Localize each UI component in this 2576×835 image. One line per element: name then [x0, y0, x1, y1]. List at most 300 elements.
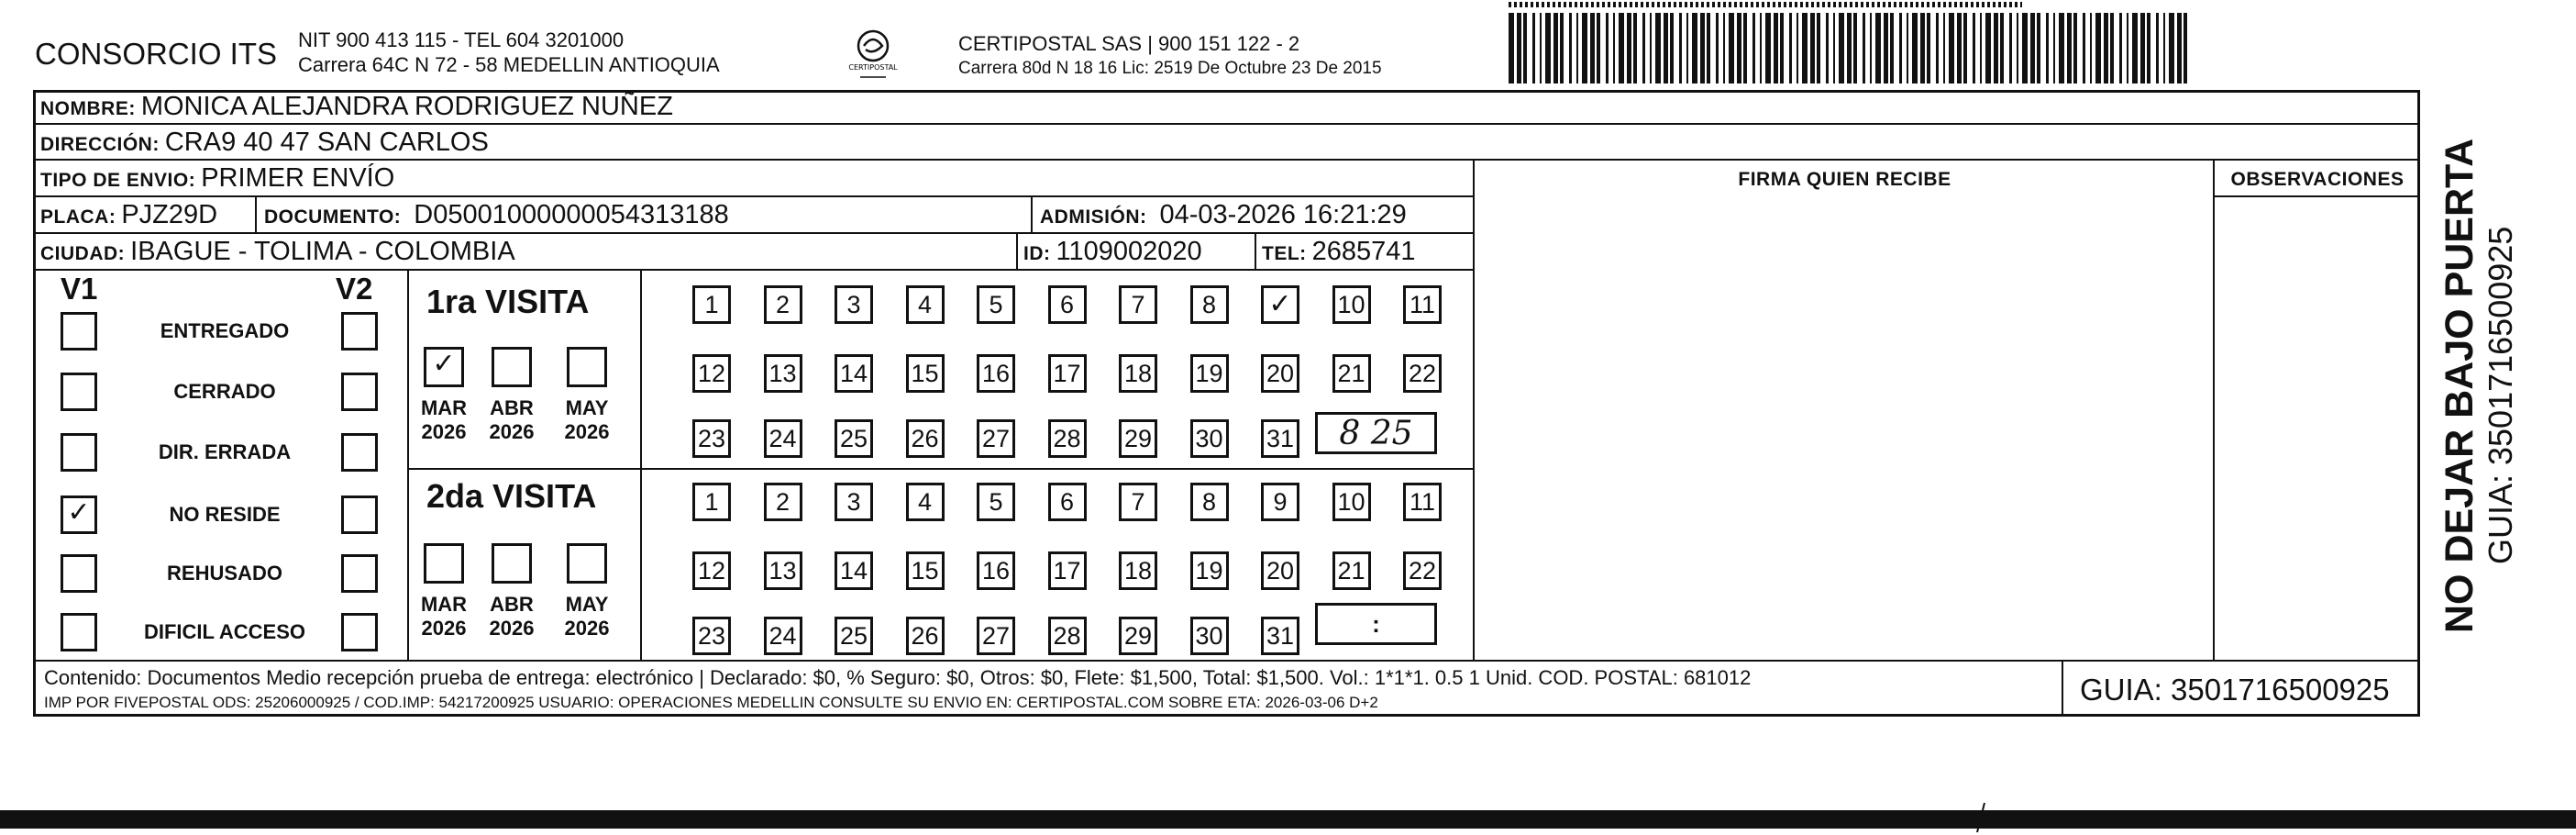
- visit1-day-20[interactable]: [1261, 354, 1299, 393]
- tel-field: [1262, 237, 1416, 267]
- observaciones-header: OBSERVACIONES: [2230, 169, 2405, 190]
- barcode-bar: [1569, 13, 1572, 84]
- company-name: CONSORCIO ITS: [35, 37, 278, 71]
- admision-label: ADMISIÓN:: [1040, 206, 1147, 228]
- day-number: 14: [839, 556, 868, 584]
- visit2-day-23[interactable]: [692, 617, 731, 655]
- barcode-bar: [1994, 13, 1998, 84]
- barcode-bar: [1963, 13, 1967, 84]
- day-number: 1: [704, 290, 719, 318]
- visit2-day-16[interactable]: [977, 551, 1015, 590]
- visit2-day-11[interactable]: [1403, 483, 1442, 521]
- day-number: 21: [1337, 556, 1365, 584]
- v2-checkbox[interactable]: [341, 613, 378, 651]
- visit1-day-6[interactable]: [1048, 285, 1087, 324]
- day-number: 4: [917, 487, 933, 516]
- day-number: 9: [1273, 487, 1288, 516]
- visit2-day-14[interactable]: [835, 551, 873, 590]
- day-number: 8: [1201, 290, 1217, 318]
- v2-checkbox[interactable]: [341, 495, 378, 534]
- barcode-bar: [1560, 13, 1564, 84]
- barcode-bar: [1870, 13, 1872, 84]
- visit2-day-5[interactable]: [977, 483, 1015, 521]
- visit1-day-24[interactable]: [764, 419, 802, 458]
- seal-label: CERTIPOSTAL: [848, 63, 898, 72]
- barcode-bar: [1797, 13, 1798, 84]
- day-number: 28: [1053, 424, 1081, 452]
- col-divider: [407, 269, 409, 660]
- barcode-bar: [2169, 13, 2174, 84]
- visit1-day-22[interactable]: [1403, 354, 1442, 393]
- visit2-day-4[interactable]: [906, 483, 945, 521]
- day-number: 2: [775, 290, 790, 318]
- month-year: 2026: [489, 617, 535, 640]
- visit1-day-4[interactable]: [906, 285, 945, 324]
- visit1-month-checkbox[interactable]: [567, 347, 607, 387]
- day-number: 30: [1195, 621, 1223, 650]
- day-number: 7: [1131, 290, 1145, 318]
- nombre-value: MONICA ALEJANDRA RODRIGUEZ NUÑEZ: [140, 92, 673, 121]
- barcode-bar: [2156, 13, 2159, 84]
- visit1-day-2[interactable]: [764, 285, 802, 324]
- visit2-day-21[interactable]: [1332, 551, 1371, 590]
- visit1-day-23[interactable]: [692, 419, 731, 458]
- visit2-day-12[interactable]: [692, 551, 731, 590]
- firma-header: FIRMA QUIEN RECIBE: [1738, 169, 1951, 190]
- visit2-day-22[interactable]: [1403, 551, 1442, 590]
- status-label: DIR. ERRADA: [158, 440, 292, 463]
- barcode-bar: [1743, 13, 1747, 84]
- barcode-bar: [1509, 13, 1514, 84]
- barcode-bar: [1633, 13, 1637, 84]
- row-divider: [33, 232, 1475, 234]
- barcode-bar: [2140, 13, 2145, 84]
- visit2-day-7[interactable]: [1119, 483, 1157, 521]
- visit2-day-28[interactable]: [1048, 617, 1087, 655]
- month-year: 2026: [489, 420, 535, 443]
- day-number: 29: [1123, 621, 1153, 650]
- day-number: 31: [1266, 424, 1295, 452]
- carrier-address: Carrera 80d N 18 16 Lic: 2519 De Octubre 23 De 2015: [958, 59, 1382, 78]
- visit2-day-18[interactable]: [1119, 551, 1157, 590]
- day-number: 16: [981, 556, 1011, 584]
- visit1-month-label: [558, 396, 615, 444]
- visit2-day-8[interactable]: [1190, 483, 1229, 521]
- visit1-day-16[interactable]: [977, 354, 1015, 393]
- barcode-bar: [1884, 13, 1888, 84]
- direccion-value: CRA9 40 47 SAN CARLOS: [164, 128, 489, 157]
- v1-checkbox[interactable]: [61, 613, 97, 651]
- carrier-info: [958, 31, 1382, 81]
- day-number: 16: [981, 359, 1011, 387]
- day-number: 22: [1408, 556, 1437, 584]
- visit2-day-24[interactable]: [764, 617, 802, 655]
- barcode-bar: [1532, 13, 1535, 84]
- barcode-bar: [1985, 13, 1991, 84]
- barcode-bar: [1576, 13, 1578, 84]
- tel-value: 2685741: [1311, 237, 1416, 266]
- month-name: ABR: [490, 396, 534, 419]
- placa-field: [40, 200, 217, 230]
- visit1-title: 1ra VISITA: [426, 283, 590, 320]
- barcode-bar: [1692, 13, 1697, 84]
- visit1-day-25[interactable]: [835, 419, 873, 458]
- day-number: 4: [917, 290, 933, 318]
- visit1-day-17[interactable]: [1048, 354, 1087, 393]
- barcode-bar: [1973, 13, 1975, 84]
- barcode-bar: [1765, 13, 1771, 84]
- barcode-bar: [1853, 13, 1857, 84]
- day-number: 3: [846, 290, 861, 318]
- barcode-bar: [1780, 13, 1784, 84]
- month-name: MAY: [565, 396, 609, 419]
- barcode-bar: [2090, 13, 2092, 84]
- documento-label: DOCUMENTO:: [264, 206, 402, 228]
- day-number: 17: [1053, 359, 1081, 387]
- barcode-bar: [2083, 13, 2085, 84]
- barcode-bar: [2132, 13, 2138, 84]
- company-nit-tel: NIT 900 413 115 - TEL 604 3201000: [298, 28, 625, 51]
- visit2-month-checkbox[interactable]: [424, 543, 464, 584]
- visit1-day-31[interactable]: [1261, 419, 1299, 458]
- visit1-day-19[interactable]: [1190, 354, 1229, 393]
- visit2-day-6[interactable]: [1048, 483, 1087, 521]
- barcode-bar: [2037, 13, 2040, 84]
- barcode-bar: [2059, 13, 2064, 84]
- visit1-day-15[interactable]: [906, 354, 945, 393]
- month-year: 2026: [421, 617, 467, 640]
- day-number: 5: [989, 487, 1003, 516]
- v2-checkbox[interactable]: [341, 373, 378, 411]
- documento-field: [264, 200, 729, 230]
- nombre-field: [40, 92, 673, 122]
- row-divider: [33, 195, 1475, 197]
- v1-checkbox[interactable]: [61, 312, 97, 351]
- barcode-bar: [2177, 13, 2182, 84]
- visit2-day-2[interactable]: [764, 483, 802, 521]
- day-number: 20: [1266, 359, 1295, 387]
- barcode-bar: [1789, 13, 1792, 84]
- barcode-bar: [2017, 13, 2018, 84]
- visit2-day-15[interactable]: [906, 551, 945, 590]
- day-number: 10: [1337, 487, 1365, 516]
- visit2-day-25[interactable]: [835, 617, 873, 655]
- day-number: 24: [768, 621, 797, 650]
- barcode-bar: [2000, 13, 2004, 84]
- month-year: 2026: [564, 617, 610, 640]
- visit1-day-30[interactable]: [1190, 419, 1229, 458]
- barcode-bar: [2009, 13, 2012, 84]
- day-number: 8: [1201, 487, 1217, 516]
- day-number: 26: [911, 621, 939, 650]
- day-number: 28: [1053, 621, 1081, 650]
- barcode-bar: [1679, 13, 1682, 84]
- month-check-mark: ✓: [432, 348, 456, 380]
- day-number: 13: [768, 556, 797, 584]
- barcode-top-fragment: [1509, 2, 2022, 7]
- admision-field: [1040, 200, 1407, 230]
- barcode-bar: [2067, 13, 2072, 84]
- visit1-day-29[interactable]: [1119, 419, 1157, 458]
- barcode-bar: [2110, 13, 2114, 84]
- day-number: 19: [1195, 359, 1223, 387]
- day-number: 15: [911, 556, 939, 584]
- day-number: 6: [1059, 487, 1075, 516]
- visit1-day-11[interactable]: [1403, 285, 1442, 324]
- pen-stroke-mark: [1972, 801, 1990, 834]
- barcode: [1509, 13, 2192, 84]
- day-number: 27: [981, 424, 1011, 452]
- visit1-month-checkbox[interactable]: [492, 347, 532, 387]
- barcode-bar: [1716, 13, 1719, 84]
- v2-checkbox[interactable]: [341, 554, 378, 593]
- col-divider: [1016, 232, 1018, 269]
- day-number: 26: [911, 424, 939, 452]
- day-number: 30: [1195, 424, 1223, 452]
- v1-checkbox[interactable]: [61, 554, 97, 593]
- visit1-day-12[interactable]: [692, 354, 731, 393]
- visit1-day-3[interactable]: [835, 285, 873, 324]
- barcode-bar: [1606, 13, 1609, 84]
- visit2-day-3[interactable]: [835, 483, 873, 521]
- col-divider: [1473, 159, 1475, 660]
- barcode-bar: [1700, 13, 1705, 84]
- visit2-day-20[interactable]: [1261, 551, 1299, 590]
- visit2-month-checkbox[interactable]: [492, 543, 532, 584]
- day-number: 14: [839, 359, 868, 387]
- visit1-month-label: [483, 396, 540, 444]
- barcode-bar: [1582, 13, 1587, 84]
- visit2-title: 2da VISITA: [426, 477, 597, 515]
- barcode-bar: [1760, 13, 1762, 84]
- barcode-bar: [1729, 13, 1734, 84]
- v1-checkbox[interactable]: [61, 495, 97, 534]
- day-number: 18: [1123, 359, 1153, 387]
- documento-value: D05001000000054313188: [414, 200, 729, 229]
- status-label: ENTREGADO: [160, 319, 290, 342]
- row-divider: [33, 123, 2420, 125]
- visit2-day-10[interactable]: [1332, 483, 1371, 521]
- placa-label: PLACA:: [40, 206, 116, 228]
- barcode-bar: [1650, 13, 1652, 84]
- barcode-bar: [1517, 13, 1521, 84]
- day-number: 25: [839, 424, 868, 452]
- visit1-day-5[interactable]: [977, 285, 1015, 324]
- day-number: 7: [1131, 487, 1145, 516]
- day-number: 19: [1195, 556, 1223, 584]
- barcode-bar: [1545, 13, 1551, 84]
- visit1-day-13[interactable]: [764, 354, 802, 393]
- status-label: DIFICIL ACCESO: [143, 620, 305, 643]
- v1-checkbox[interactable]: [61, 433, 97, 472]
- col-divider: [2062, 660, 2063, 717]
- barcode-bar: [1957, 13, 1962, 84]
- placa-value: PJZ29D: [121, 200, 218, 229]
- month-name: MAR: [420, 396, 468, 419]
- admision-value: 04-03-2026 16:21:29: [1159, 200, 1407, 229]
- barcode-bar: [1642, 13, 1645, 84]
- barcode-bar: [2127, 13, 2128, 84]
- barcode-bar: [1980, 13, 1982, 84]
- barcode-bar: [1737, 13, 1741, 84]
- day-number: 3: [846, 487, 861, 516]
- barcode-bar: [2163, 13, 2165, 84]
- visit2-month-label: [415, 593, 472, 640]
- barcode-bar: [1810, 13, 1815, 84]
- visit1-day-28[interactable]: [1048, 419, 1087, 458]
- company-address: Carrera 64C N 72 - 58 MEDELLIN ANTIOQUIA: [298, 53, 720, 76]
- v2-checkbox[interactable]: [341, 433, 378, 472]
- barcode-bar: [2104, 13, 2108, 84]
- status-label: REHUSADO: [167, 562, 282, 584]
- day-number: 6: [1059, 290, 1075, 318]
- day-number: 15: [911, 359, 939, 387]
- day-number: 13: [768, 359, 797, 387]
- barcode-bar: [1920, 13, 1925, 84]
- col-divider: [2213, 159, 2215, 660]
- barcode-bar: [1802, 13, 1808, 84]
- barcode-bar: [1936, 13, 1939, 84]
- visit2-day-27[interactable]: [977, 617, 1015, 655]
- visit1-day-9[interactable]: [1261, 285, 1299, 324]
- barcode-bar: [1590, 13, 1595, 84]
- visit2-time-value: :: [1372, 609, 1380, 638]
- barcode-bar: [2022, 13, 2028, 84]
- visit2-day-1[interactable]: [692, 483, 731, 521]
- id-value: 1109002020: [1056, 237, 1202, 266]
- id-field: [1023, 237, 1202, 267]
- barcode-bar: [2119, 13, 2122, 84]
- day-number: 22: [1408, 359, 1437, 387]
- ciudad-value: IBAGUE - TOLIMA - COLOMBIA: [130, 237, 515, 266]
- visit1-day-10[interactable]: [1332, 285, 1371, 324]
- visit1-day-8[interactable]: [1190, 285, 1229, 324]
- barcode-bar: [2095, 13, 2101, 84]
- barcode-bar: [2184, 13, 2187, 84]
- visit2-day-19[interactable]: [1190, 551, 1229, 590]
- barcode-bar: [1597, 13, 1600, 84]
- day-number: 11: [1409, 290, 1436, 318]
- barcode-bar: [2147, 13, 2150, 84]
- ciudad-label: CIUDAD:: [40, 243, 126, 264]
- barcode-bar: [1540, 13, 1542, 84]
- barcode-bar: [2030, 13, 2035, 84]
- barcode-bar: [1707, 13, 1710, 84]
- direccion-field: [40, 128, 489, 158]
- col-divider: [1255, 232, 1256, 269]
- col-divider: [1031, 195, 1033, 232]
- barcode-bar: [1523, 13, 1527, 84]
- visit1-day-27[interactable]: [977, 419, 1015, 458]
- day-number: 1: [704, 487, 719, 516]
- barcode-bar: [1723, 13, 1725, 84]
- day-number: 27: [981, 621, 1011, 650]
- barcode-bar: [1875, 13, 1881, 84]
- barcode-bar: [1619, 13, 1624, 84]
- barcode-bar: [1613, 13, 1615, 84]
- carrier-name: CERTIPOSTAL SAS | 900 151 122 - 2: [958, 32, 1300, 55]
- col-divider: [255, 195, 257, 232]
- visit1-day-1[interactable]: [692, 285, 731, 324]
- visit1-time-box[interactable]: [1315, 412, 1437, 454]
- visit2-day-9[interactable]: [1261, 483, 1299, 521]
- barcode-bar: [1907, 13, 1908, 84]
- visit2-day-31[interactable]: [1261, 617, 1299, 655]
- col-divider: [640, 269, 642, 660]
- barcode-bar: [1553, 13, 1558, 84]
- visit1-day-26[interactable]: [906, 419, 945, 458]
- barcode-bar: [1817, 13, 1820, 84]
- day-number: 23: [697, 621, 726, 650]
- visit2-day-26[interactable]: [906, 617, 945, 655]
- visit2-month-label: [483, 593, 540, 640]
- row-divider: [2213, 195, 2420, 197]
- company-info: [298, 28, 720, 77]
- barcode-bar: [1949, 13, 1954, 84]
- footer-guia: GUIA: 3501716500925: [2080, 673, 2390, 707]
- barcode-bar: [1833, 13, 1835, 84]
- barcode-bar: [1655, 13, 1661, 84]
- side-warning: NO DEJAR BAJO PUERTA: [2438, 138, 2482, 633]
- barcode-bar: [1752, 13, 1755, 84]
- visit2-day-29[interactable]: [1119, 617, 1157, 655]
- visit2-day-17[interactable]: [1048, 551, 1087, 590]
- barcode-bar: [2046, 13, 2049, 84]
- month-name: ABR: [490, 593, 534, 616]
- visit1-day-14[interactable]: [835, 354, 873, 393]
- visit1-day-7[interactable]: [1119, 285, 1157, 324]
- day-number: 5: [989, 290, 1003, 318]
- barcode-bar: [1899, 13, 1902, 84]
- visit1-month-checkbox[interactable]: [424, 347, 464, 387]
- visit2-time-box[interactable]: [1315, 603, 1437, 645]
- v2-checkbox[interactable]: [341, 312, 378, 351]
- nombre-label: NOMBRE:: [40, 98, 136, 119]
- side-guia: GUIA: 3501716500925: [2482, 226, 2519, 564]
- barcode-bar: [1912, 13, 1918, 84]
- day-number: 17: [1053, 556, 1081, 584]
- day-number: 24: [768, 424, 797, 452]
- barcode-bar: [1774, 13, 1778, 84]
- month-year: 2026: [564, 420, 610, 443]
- barcode-bar: [2073, 13, 2077, 84]
- barcode-bar: [2053, 13, 2055, 84]
- barcode-bar: [1670, 13, 1674, 84]
- visit2-day-13[interactable]: [764, 551, 802, 590]
- direccion-label: DIRECCIÓN:: [40, 134, 160, 155]
- footer-content-line: Contenido: Documentos Medio recepción prueba de entrega: electrónico | Declarado: $0, % Seguro: $0, Otros: $0, Flete: $1,500, Total: $1,500. Vol.: 1*1*1. 0.5 1 Unid. COD. POSTAL: 681012: [44, 666, 1752, 689]
- day-number: 25: [839, 621, 868, 650]
- day-number: 2: [775, 487, 790, 516]
- visit1-day-21[interactable]: [1332, 354, 1371, 393]
- barcode-bar: [1839, 13, 1844, 84]
- barcode-bar: [1890, 13, 1894, 84]
- day-number: 18: [1123, 556, 1153, 584]
- visit2-day-30[interactable]: [1190, 617, 1229, 655]
- month-year: 2026: [421, 420, 467, 443]
- visit2-month-checkbox[interactable]: [567, 543, 607, 584]
- footer-imp-line: IMP POR FIVEPOSTAL ODS: 25206000925 / COD.IMP: 54217200925 USUARIO: OPERACIONES MEDELLIN CONSULTE SU ENVIO EN: CERTIPOSTAL.COM SOBRE ETA: 2026-03-06 D+2: [44, 694, 1378, 711]
- row-divider: [33, 269, 1475, 271]
- status-label: NO RESIDE: [169, 503, 281, 526]
- day-number: 31: [1266, 621, 1295, 650]
- v1-checkbox[interactable]: [61, 373, 97, 411]
- day-number: 21: [1337, 359, 1365, 387]
- day-number: 12: [697, 556, 726, 584]
- visit1-day-18[interactable]: [1119, 354, 1157, 393]
- tel-label: TEL:: [1262, 243, 1307, 264]
- barcode-bar: [1863, 13, 1865, 84]
